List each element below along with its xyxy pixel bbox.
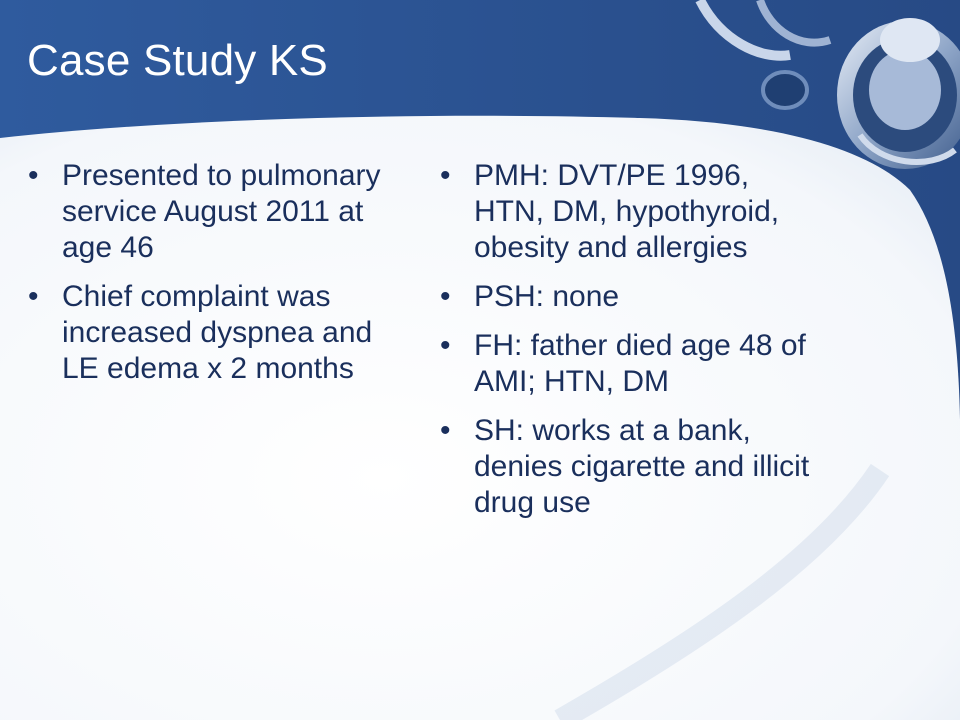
bullet-marker: •	[440, 159, 451, 192]
bullet-marker: •	[440, 280, 451, 313]
bullet-marker: •	[28, 159, 39, 192]
bullet-text: FH: father died age 48 of AMI; HTN, DM	[474, 329, 806, 398]
bullet-text: PMH: DVT/PE 1996, HTN, DM, hypothyroid, obesity and allergies	[474, 159, 780, 264]
right-bullet-list	[440, 158, 820, 534]
bullet-chief-complaint	[28, 279, 408, 387]
slide-title: Case Study KS	[27, 36, 328, 85]
bullet-psh	[440, 279, 820, 315]
bullet-text: Presented to pulmonary service August 2011 at age 46	[62, 159, 381, 264]
bullet-text: Chief complaint was increased dyspnea and LE edema x 2 months	[62, 280, 373, 385]
bullet-fh	[440, 328, 820, 400]
bullet-text: PSH: none	[474, 280, 620, 313]
bullet-pmh	[440, 158, 820, 266]
bullet-marker: •	[28, 280, 39, 313]
bullet-presented	[28, 158, 408, 266]
bullet-marker: •	[440, 329, 451, 362]
bullet-marker: •	[440, 414, 451, 447]
bullet-sh	[440, 413, 820, 521]
left-bullet-list	[28, 158, 408, 400]
bullet-text: SH: works at a bank, denies cigarette and illicit drug use	[474, 414, 810, 519]
